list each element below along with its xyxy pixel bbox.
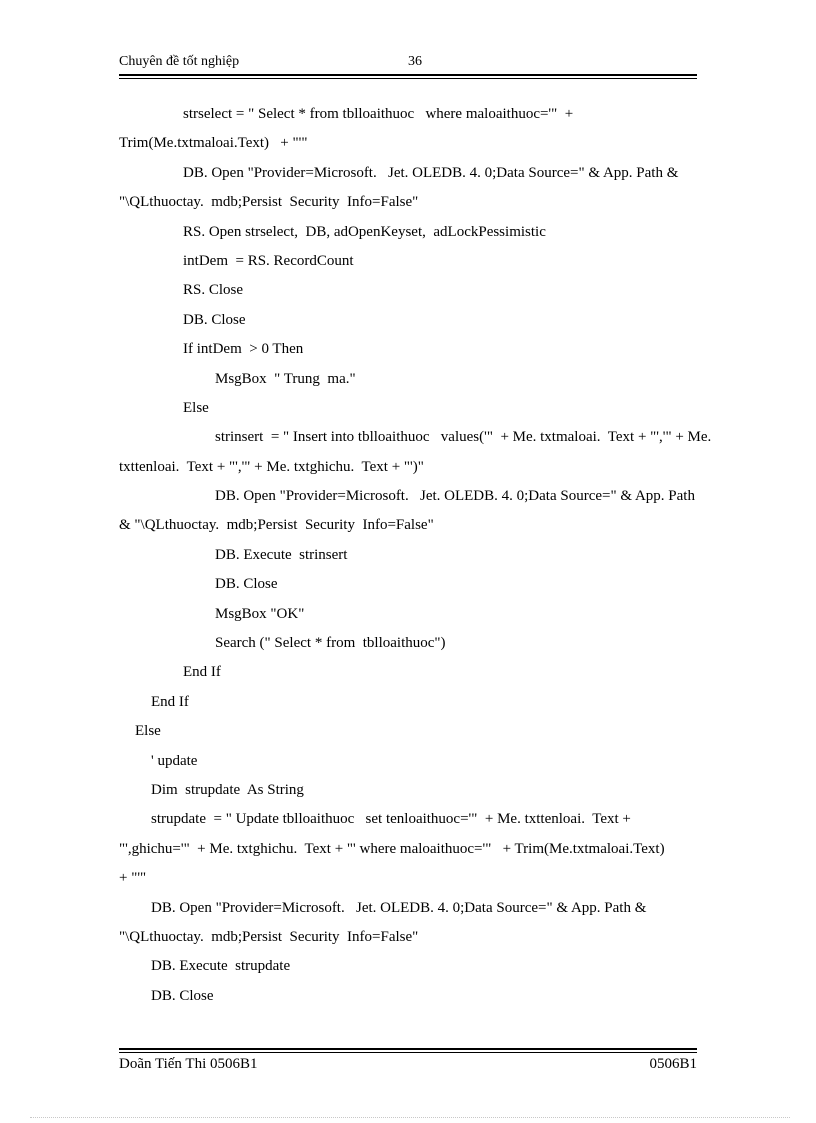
code-line: MsgBox " Trung ma.": [215, 370, 356, 387]
code-line: End If: [183, 664, 221, 681]
page-number: 36: [408, 54, 422, 69]
code-line: DB. Open "Provider=Microsoft. Jet. OLEDB. 4. 0;Data Source=" & App. Path &: [151, 899, 651, 916]
code-line: RS. Close: [183, 282, 244, 299]
code-line: DB. Open "Provider=Microsoft. Jet. OLEDB. 4. 0;Data Source=" & App. Path: [215, 488, 695, 505]
code-line: DB. Open "Provider=Microsoft. Jet. OLEDB. 4. 0;Data Source=" & App. Path &: [183, 164, 683, 181]
code-line: DB. Execute strupdate: [151, 958, 291, 975]
code-line: DB. Execute strinsert: [215, 546, 348, 563]
code-line: strselect = " Select * from tblloaithuoc where maloaithuoc='" +: [183, 106, 577, 122]
page-edge-divider: [30, 1117, 790, 1118]
header-title: Chuyên đề tốt nghiệp: [119, 54, 240, 69]
code-line: strinsert = " Insert into tblloaithuoc values('" + Me. txtmaloai. Text + "','" + Me.: [215, 429, 712, 446]
page-header: [119, 52, 697, 74]
footer-author: Doãn Tiến Thi 0506B1: [119, 1056, 258, 1072]
code-line: Trim(Me.txtmaloai.Text) + "'": [119, 135, 308, 152]
code-line: Else: [135, 723, 161, 740]
code-line: MsgBox "OK": [215, 605, 305, 622]
code-line: DB. Close: [151, 987, 214, 1004]
header-rule-top: [119, 74, 697, 76]
code-line: Dim strupdate As String: [151, 781, 304, 798]
code-line: "',ghichu='" + Me. txtghichu. Text + "' where maloaithuoc='" + Trim(Me.txtmaloai.Text): [119, 840, 665, 857]
code-line: + "'": [119, 870, 147, 887]
code-line: Search (" Select * from tblloaithuoc"): [215, 635, 446, 652]
footer-rule-top: [119, 1048, 697, 1050]
code-line: ' update: [151, 752, 198, 769]
code-line: & "\QLthuoctay. mdb;Persist Security Info=False": [119, 517, 434, 534]
code-line: intDem = RS. RecordCount: [183, 252, 354, 269]
code-line: DB. Close: [183, 311, 246, 328]
page-footer: [119, 1052, 697, 1074]
header-rule-bottom: [119, 78, 697, 79]
code-line: RS. Open strselect, DB, adOpenKeyset, adLockPessimistic: [183, 223, 546, 240]
code-line: Else: [183, 399, 209, 416]
code-line: strupdate = " Update tblloaithuoc set tenloaithuoc='" + Me. txttenloai. Text +: [151, 811, 635, 828]
footer-class-code: 0506B1: [649, 1056, 697, 1072]
code-line: If intDem > 0 Then: [183, 341, 304, 358]
code-line: DB. Close: [215, 576, 278, 593]
code-line: End If: [151, 693, 189, 710]
code-line: "\QLthuoctay. mdb;Persist Security Info=False": [119, 928, 419, 945]
code-line: "\QLthuoctay. mdb;Persist Security Info=False": [119, 194, 419, 211]
code-listing: [119, 104, 712, 1015]
code-line: txttenloai. Text + "','" + Me. txtghichu. Text + "')": [119, 458, 424, 475]
